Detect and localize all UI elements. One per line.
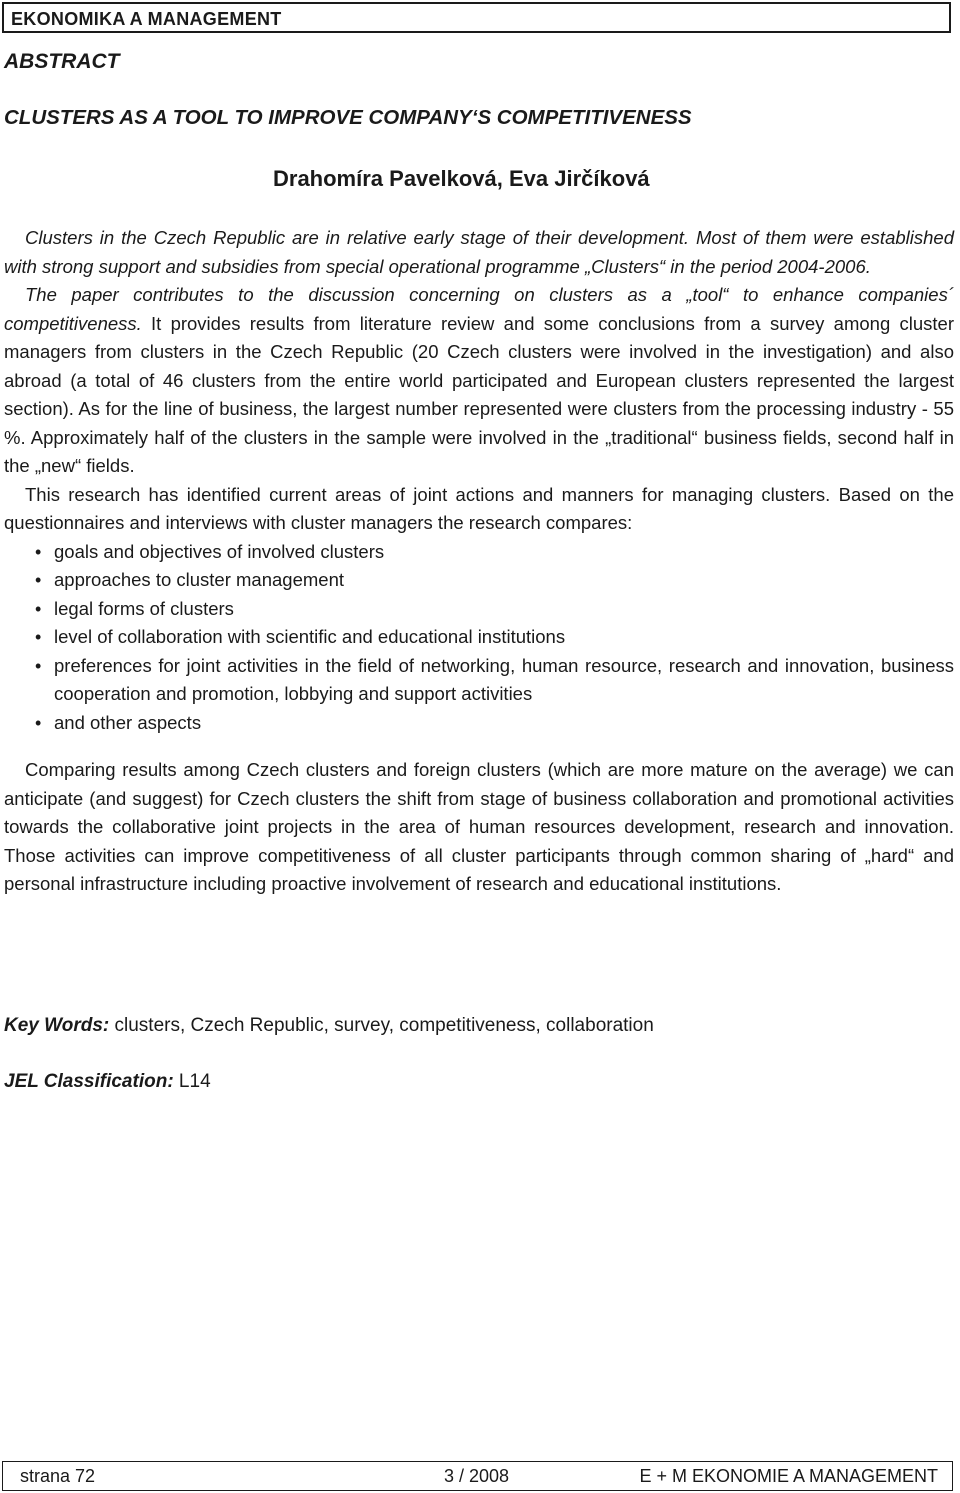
abstract-paragraph-2-rest: It provides results from literature review and some conclusions from a survey among cluster managers from clusters in the Czech Republic (20 Czech clusters were involved in the investigation) and also abroad (a total of 46 clusters from the entire world participated and European clusters represented the largest section). As for the line of business, the largest number represented were clusters from the processing industry - 55 %. Approximately half of the clusters in the sample were involved in the „traditional“ business fields, second half in the „new“ fields.: [4, 312, 954, 476]
list-item-text: level of collaboration with scientific and educational institutions: [54, 626, 566, 647]
footer-issue: 3 / 2008: [444, 1466, 510, 1486]
list-item-text: and other aspects: [54, 711, 202, 733]
list-item: [4, 652, 954, 709]
abstract-paragraph-1: Clusters in the Czech Republic are in relative early stage of their development. Most of them were established with strong support and subsidies from special operational programme „Clusters“ in the period 2004-2006.: [4, 227, 954, 277]
bullet-icon: •: [35, 655, 42, 676]
footer-journal-name: E + M EKONOMIE A MANAGEMENT: [639, 1466, 938, 1486]
section-label: ABSTRACT: [4, 50, 120, 73]
list-item-text: preferences for joint activities in the field of networking, human resource, research and innovation, business cooperation and promotion, lobbying and support activities: [54, 654, 954, 704]
list-item-text: legal forms of clusters: [54, 597, 234, 619]
bullet-icon: •: [35, 541, 42, 562]
abstract-paragraph-2: [4, 281, 954, 481]
keywords-value: clusters, Czech Republic, survey, competitiveness, collaboration: [109, 1015, 654, 1036]
comparison-list: [4, 538, 954, 738]
paper-title: CLUSTERS AS A TOOL TO IMPROVE COMPANY‘S COMPETITIVENESS: [4, 106, 692, 129]
list-item-text: goals and objectives of involved clusters: [54, 540, 385, 562]
journal-header-box: [2, 2, 951, 33]
abstract-paragraph-3: This research has identified current areas of joint actions and manners for managing clusters. Based on the questionnaires and interviews with cluster managers the research compares:: [4, 483, 954, 533]
paper-authors: Drahomíra Pavelková, Eva Jirčíková: [273, 166, 650, 191]
jel-line: [4, 1071, 211, 1093]
journal-header-title: EKONOMIKA A MANAGEMENT: [11, 9, 282, 29]
list-item: [4, 566, 954, 595]
keywords-label: Key Words:: [4, 1015, 110, 1036]
abstract-paragraph-2-lead: The paper contributes to the discussion concerning on clusters as a „tool“ to enhance companies´ competitiveness.: [4, 284, 954, 334]
keywords-line: [4, 1015, 654, 1037]
footer-page-number: strana 72: [20, 1466, 96, 1486]
abstract-paragraph-4: Comparing results among Czech clusters and foreign clusters (which are more mature on the average) we can anticipate (and suggest) for Czech clusters the shift from stage of business collaboration and promotional activities towards the collaborative joint projects in the area of human resources development, research and innovation. Those activities can improve competitiveness of all cluster participants through common sharing of „hard“ and personal infrastructure including proactive involvement of research and educational institutions.: [4, 759, 954, 894]
jel-value: L14: [173, 1071, 211, 1092]
list-item: [4, 595, 954, 624]
abstract-body: [4, 224, 954, 899]
list-item: [4, 538, 954, 567]
bullet-icon: •: [35, 627, 42, 647]
jel-label: JEL Classification:: [4, 1071, 174, 1092]
list-item: [4, 709, 954, 738]
list-item: [4, 623, 954, 652]
bullet-icon: •: [35, 712, 42, 733]
bullet-icon: •: [35, 570, 42, 590]
page-footer: [2, 1461, 953, 1491]
bullet-icon: •: [35, 598, 42, 619]
list-item-text: approaches to cluster management: [54, 569, 345, 590]
